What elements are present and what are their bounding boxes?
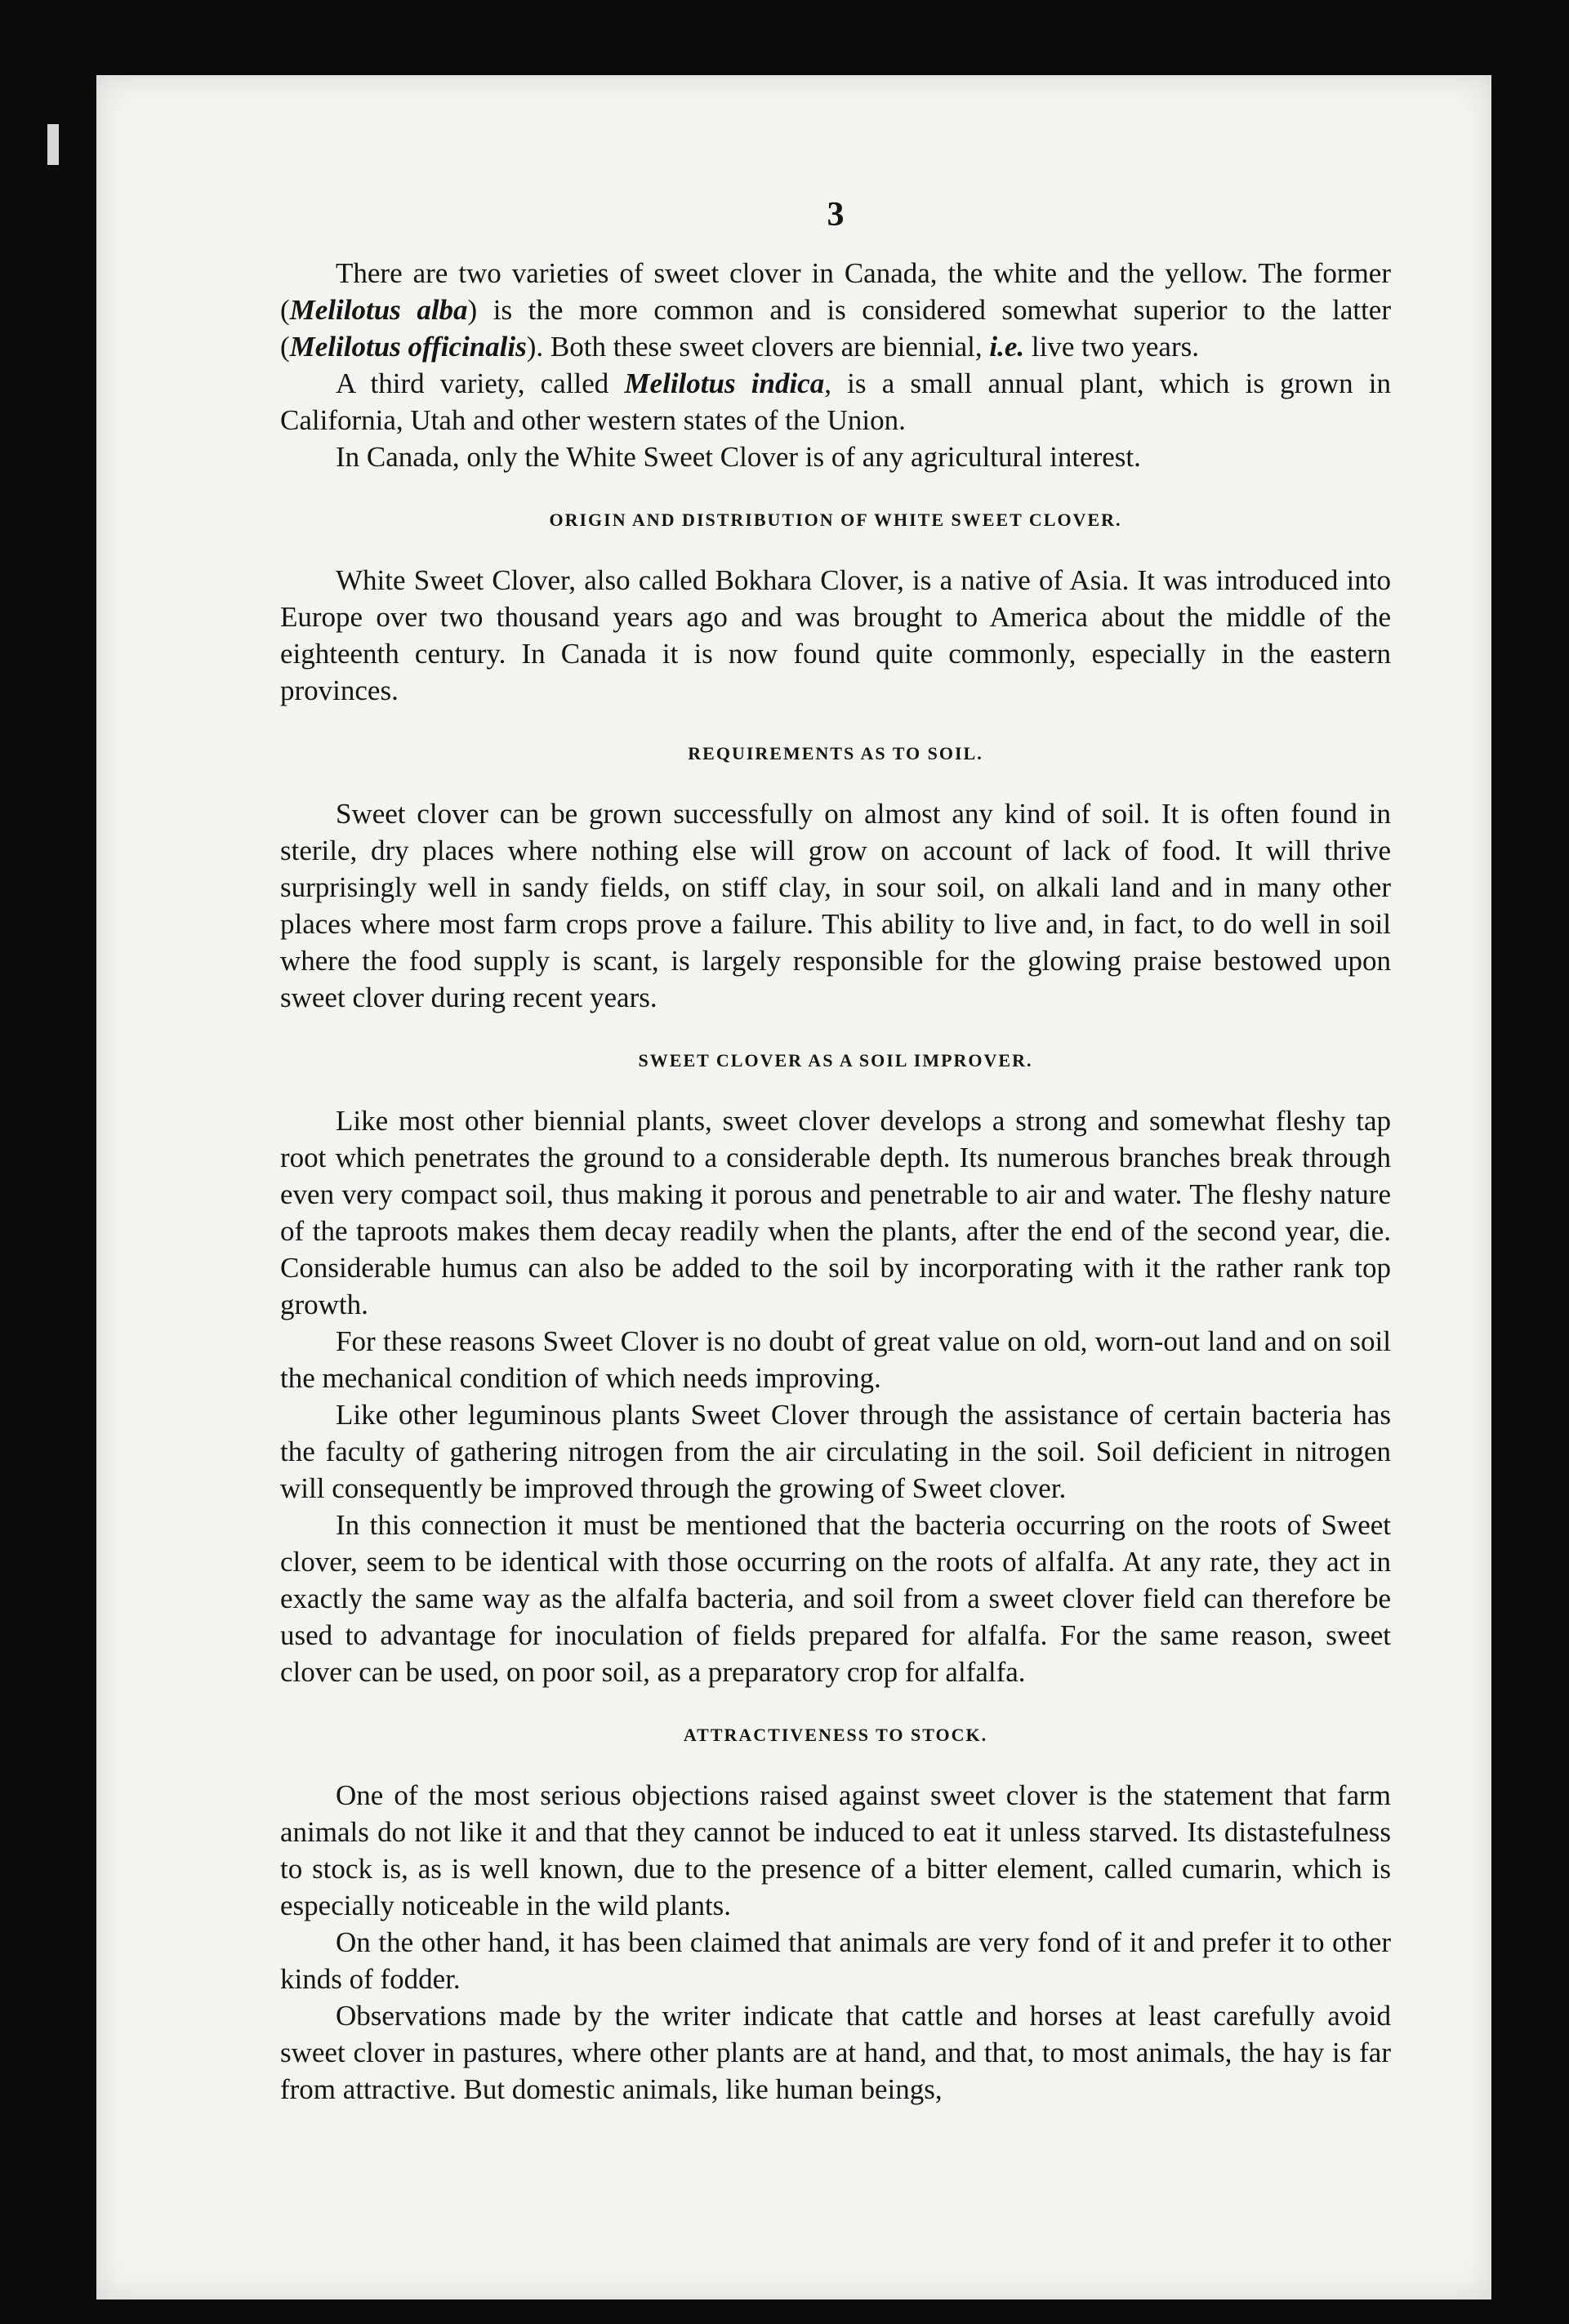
scan-speck <box>47 124 59 165</box>
page-number: 3 <box>827 196 845 234</box>
italic-term: i.e. <box>989 331 1025 363</box>
italic-term: Melilotus alba <box>289 294 468 326</box>
text-run: In Canada, only the White Sweet Clover is of any agricultural interest. <box>336 441 1141 473</box>
section <box>280 741 1391 1016</box>
page-content <box>280 198 1391 2108</box>
text-run: live two years. <box>1024 331 1199 363</box>
section-paragraph: On the other hand, it has been claimed that animals are very fond of it and prefer it to other kinds of fodder. <box>280 1926 1391 1995</box>
text-run: , is a small annual plant, which is grown in California, Utah and other western states of the Union. <box>280 367 1391 436</box>
text-run: ). Both these sweet clovers are biennial, <box>526 331 990 363</box>
text-run: ) is the more common and is considered somewhat superior to the latter ( <box>280 294 1391 363</box>
section <box>280 508 1391 709</box>
section-paragraph: Observations made by the writer indicate that cattle and horses at least carefully avoid sweet clover in pastures, where other plants are at hand, and that, to most animals, the hay is far from attractive. But domestic animals, like human beings, <box>280 2000 1391 2105</box>
section-paragraph: One of the most serious objections raised against sweet clover is the statement that farm animals do not like it and that they cannot be induced to eat it unless starved. Its distastefulness to stock is, as is well known, due to the presence of a bitter element, called cumarin, which is especially noticeable in the wild plants. <box>280 1779 1391 1921</box>
intro-paragraph <box>280 255 1391 365</box>
section-heading: ATTRACTIVENESS TO STOCK. <box>683 1725 988 1745</box>
section-paragraph: In this connection it must be mentioned that the bacteria occurring on the roots of Sweet clover, seem to be identical with those occurring on the roots of alfalfa. At any rate, they act in exactly the same way as the alfalfa bacteria, and soil from a sweet clover field can therefore be used to advantage for inoculation of fields prepared for alfalfa. For the same reason, sweet clover can be used, on poor soil, as a preparatory crop for alfalfa. <box>280 1509 1391 1688</box>
intro-section <box>280 255 1391 475</box>
italic-term: Melilotus indica <box>624 367 825 399</box>
section-heading: SWEET CLOVER AS A SOIL IMPROVER. <box>638 1050 1033 1071</box>
intro-paragraph <box>280 365 1391 439</box>
section-paragraph: White Sweet Clover, also called Bokhara Clover, is a native of Asia. It was introduced into Europe over two thousand years ago and was brought to America about the middle of the eighteenth century. In Canada it is now found quite commonly, especially in the eastern provinces. <box>280 564 1391 706</box>
section <box>280 1723 1391 2108</box>
section-paragraph: Sweet clover can be grown successfully on almost any kind of soil. It is often found in sterile, dry places where nothing else will grow on account of lack of food. It will thrive surprisingly well in sandy fields, on stiff clay, in sour soil, on alkali land and in many other places where most farm crops prove a failure. This ability to live and, in fact, to do well in soil where the food supply is scant, is largely responsible for the glowing praise bestowed upon sweet clover during recent years. <box>280 798 1391 1013</box>
section-paragraph: Like most other biennial plants, sweet clover develops a strong and somewhat fleshy tap root which penetrates the ground to a considerable depth. Its numerous branches break through even very compact soil, thus making it porous and penetrable to air and water. The fleshy nature of the taproots makes them decay readily when the plants, after the end of the second year, die. Considerable humus can also be added to the soil by incorporating with it the rather rank top growth. <box>280 1105 1391 1320</box>
text-run: There are two varieties of sweet clover in Canada, the white and the yellow. The former ( <box>280 257 1391 326</box>
section-heading: ORIGIN AND DISTRIBUTION OF WHITE SWEET CLOVER. <box>549 510 1122 530</box>
document-page <box>96 75 1491 2300</box>
text-run: A third variety, called <box>336 367 625 399</box>
section-paragraph: Like other leguminous plants Sweet Clover through the assistance of certain bacteria has the faculty of gathering nitrogen from the air circulating in the soil. Soil deficient in nitrogen will consequently be improved through the growing of Sweet clover. <box>280 1399 1391 1504</box>
sections-container <box>280 508 1391 2108</box>
section-paragraph: For these reasons Sweet Clover is no doubt of great value on old, worn-out land and on soil the mechanical condition of which needs improving. <box>280 1325 1391 1394</box>
section <box>280 1048 1391 1690</box>
intro-paragraph <box>280 439 1391 475</box>
italic-term: Melilotus officinalis <box>289 331 527 363</box>
section-heading: REQUIREMENTS AS TO SOIL. <box>688 743 983 764</box>
